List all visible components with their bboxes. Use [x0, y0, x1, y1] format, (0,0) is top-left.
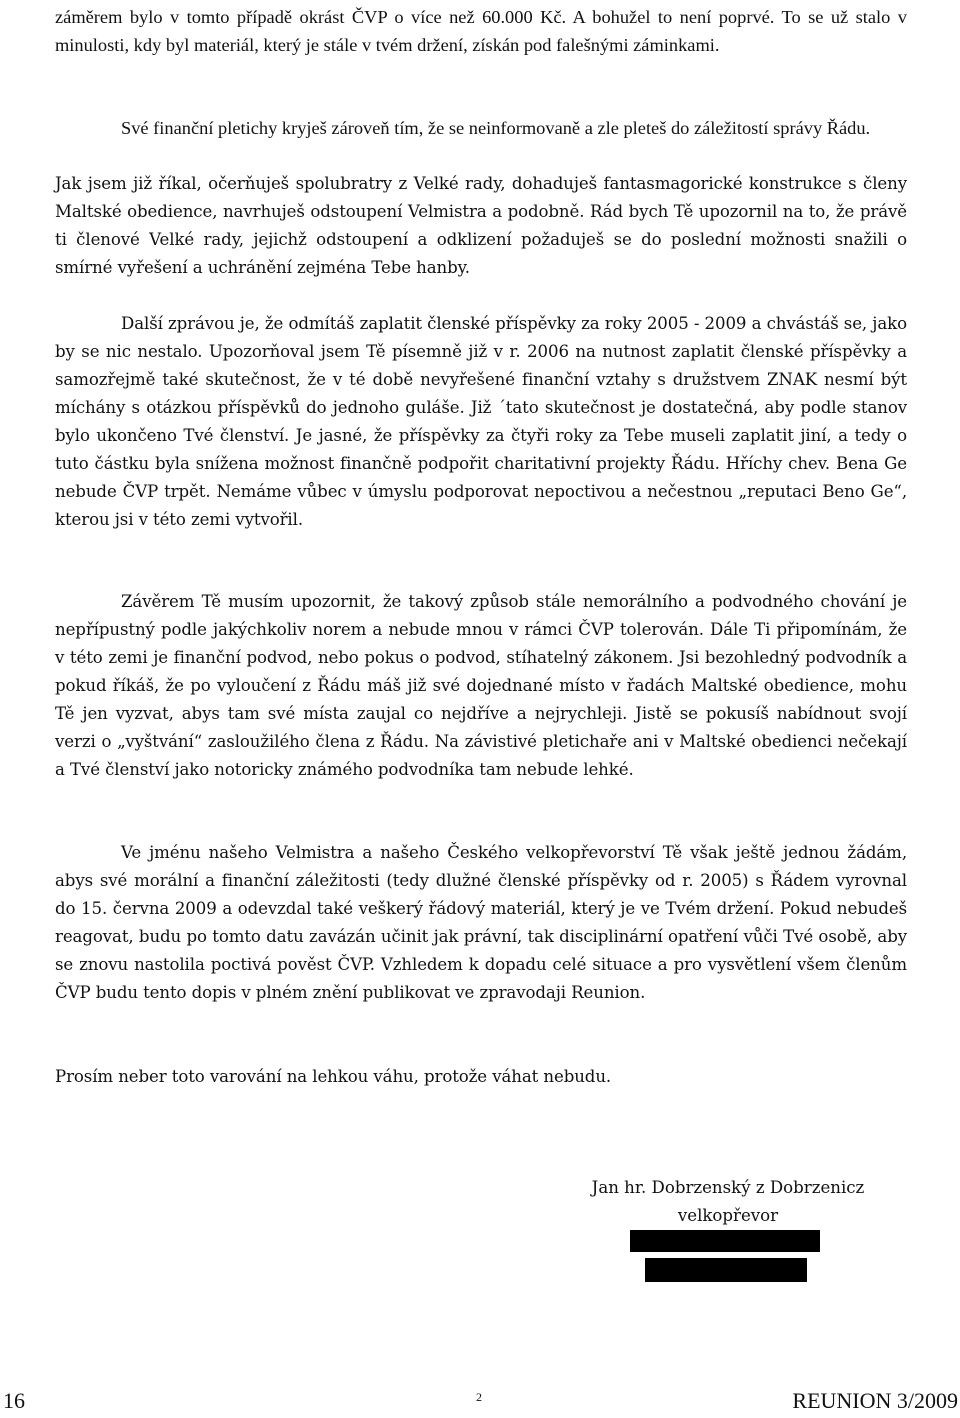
footer-center-number: 2 [476, 1390, 482, 1404]
paragraph-3: Jak jsem již říkal, očerňuješ spolubratry z Velké rady, dohaduješ fantasmagorické konstrukce s členy Maltské obedience, navrhuješ odstoupení Velmistra a podobně. Rád bych Tě upozornil na to, že právě ti členové Velké rady, jejichž odstoupení a odklizení požaduješ se do poslední možnosti snažili o smírné vyřešení a uchránění zejména Tebe hanby. [55, 174, 907, 277]
footer-page-number: 16 [3, 1388, 25, 1413]
closing-line: Prosím neber toto varování na lehkou váhu, protože váhat nebudu. [55, 1067, 612, 1086]
signature-title: velkopřevor [677, 1206, 779, 1225]
redaction-bar-2 [645, 1258, 807, 1282]
signature-name: Jan hr. Dobrzenský z Dobrzenicz [591, 1178, 865, 1197]
footer-publication: REUNION 3/2009 [792, 1388, 958, 1413]
paragraph-2-start: Své finanční pletichy kryješ zároveň tím, že se neinformovaně a zle pleteš do záležitostí správy Řádu. [121, 118, 871, 138]
paragraph-1: záměrem bylo v tomto případě okrást ČVP o více než 60.000 Kč. A bohužel to není poprvé. To se už stalo v minulosti, kdy byl materiál, který je stále v tvém držení, získán pod falešnými záminkami. [55, 7, 907, 55]
paragraph-4: Další zprávou je, že odmítáš zaplatit členské příspěvky za roky 2005 - 2009 a chvástáš se, jako by se nic nestalo. Upozorňoval jsem Tě písemně již v r. 2006 na nutnost zaplatit členské příspěvky a samozřejmě také skutečnost, že v té době nevyřešené finanční vztahy s družstvem ZNAK nesmí být míchány s otázkou příspěvků do jednoho guláše. Již ´tato skutečnost je dostatečná, aby podle stanov bylo ukončeno Tvé členství. Je jasné, že příspěvky za čtyři roky za Tebe museli zaplatit jiní, a tedy o tuto částku byla snížena možnost finančně podpořit charitativní projekty Řádu. Hříchy chev. Bena Ge nebude ČVP trpět. Nemáme vůbec v úmyslu podporovat nepoctivou a nečestnou „reputaci Beno Ge“, kterou jsi v této zemi vytvořil. [55, 314, 907, 529]
paragraph-5: Závěrem Tě musím upozornit, že takový způsob stále nemorálního a podvodného chování je nepřípustný podle jakýchkoliv norem a nebude mnou v rámci ČVP tolerován. Dále Ti připomínám, že v této zemi je finanční podvod, nebo pokus o podvod, stíhatelný zákonem. Jsi bezohledný podvodník a pokud říkáš, že po vyloučení z Řádu máš již své dojednané místo v řadách Maltské obedience, mohu Tě jen vyzvat, abys tam své místa zaujal co nejdříve a nejrychleji. Jistě se pokusíš nabídnout svojí verzi o „vyštvání“ zasloužilého člena z Řádu. Na závistivé pletichaře ani v Maltské obedienci nečekají a Tvé členství jako notoricky známého podvodníka tam nebude lehké. [55, 592, 907, 779]
paragraph-6: Ve jménu našeho Velmistra a našeho Českého velkopřevorství Tě však ještě jednou žádám, abys své morální a finanční záležitosti (tedy dlužné členské příspěvky od r. 2005) s Řádem vyrovnal do 15. června 2009 a odevzdal také veškerý řádový materiál, který je ve Tvém držení. Pokud nebudeš reagovat, budu po tomto datu zavázán učinit jak právní, tak disciplinární opatření vůči Tvé osobě, aby se znovu nastolila poctivá pověst ČVP. Vzhledem k dopadu celé situace a pro vysvětlení všem členům ČVP budu tento dopis v plném znění publikovat ve zpravodaji Reunion. [55, 843, 907, 1002]
redaction-bar-1 [630, 1230, 820, 1252]
